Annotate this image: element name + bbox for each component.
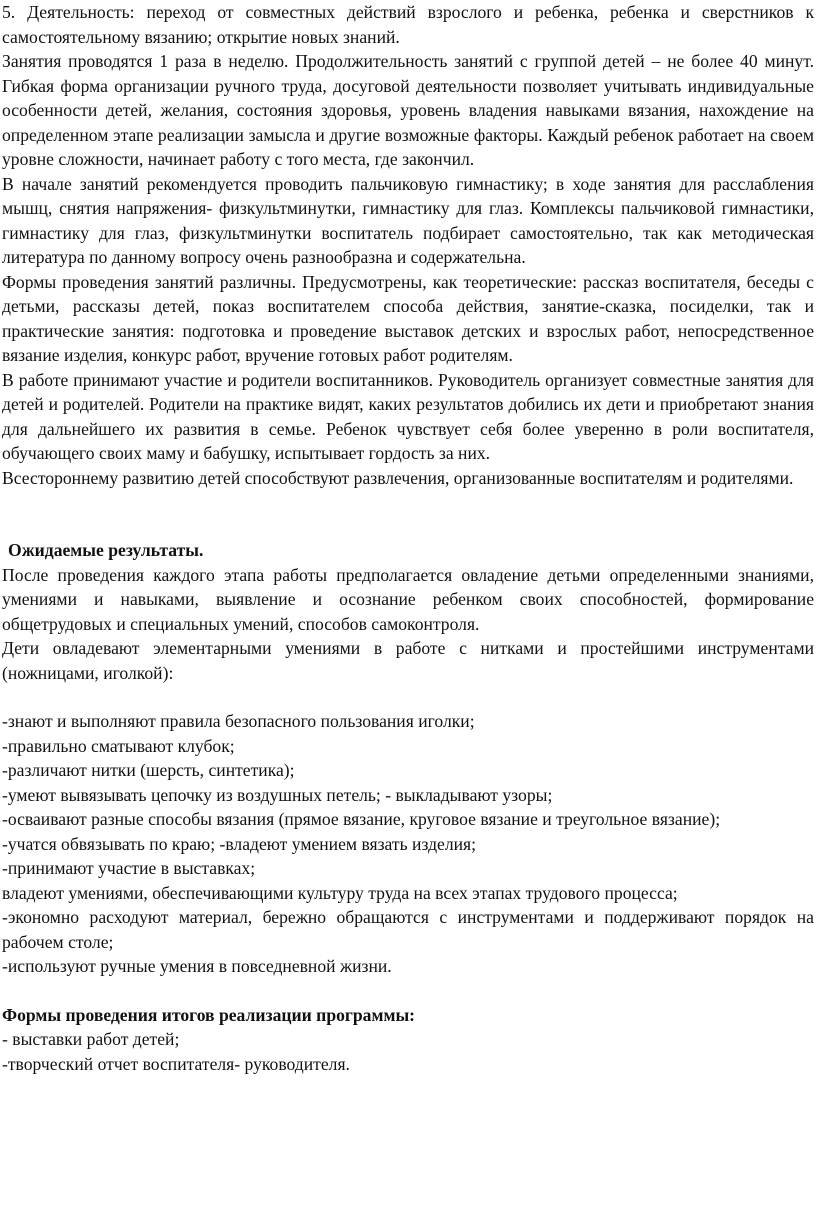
list-item: -экономно расходуют материал, бережно обращаются с инструментами и поддерживают порядок на рабочем столе; (2, 907, 814, 952)
expected-paragraph-skills: Дети овладевают элементарными умениями в работе с нитками и простейшими инструментами (ножницами, иголкой): (2, 638, 814, 683)
expected-paragraph-intro: После проведения каждого этапа работы предполагается овладение детьми определенными знаниями, умениями и навыками, выявление и осознание ребенком своих способностей, формирование общетрудовых и специальных умений, способов самоконтроля. (2, 564, 814, 634)
list-item: -принимают участие в выставках; (2, 858, 256, 878)
paragraph-gymnastics: В начале занятий рекомендуется проводить пальчиковую гимнастику; в ходе занятия для расслабления мышц, снятия напряжения- физкультминутки, гимнастику для глаз. Комплексы пальчиковой гимнастики, гимнастику для глаз, физкультминутки воспитатель подбирает самостоятельно, так как методическая литература по данному вопросу очень разнообразна и содержательна. (2, 173, 814, 267)
list-item: -умеют вывязывать цепочку из воздушных петель; - выкладывают узоры; (2, 784, 553, 805)
summary-forms-heading: Формы проведения итогов реализации программы: (2, 1004, 416, 1025)
paragraph-parents: В работе принимают участие и родители воспитанников. Руководитель организует совместные занятия для детей и родителей. Родители на практике видят, каких результатов добились их дети и приобретают знания для дальнейшего их развития в семье. Ребенок чувствует себя более уверенно в роли воспитателя, обучающего своих маму и бабушку, испытывает гордость за них. (2, 369, 814, 463)
expected-results-list (2, 709, 814, 979)
spacer (2, 685, 814, 709)
summary-forms-list (2, 1027, 814, 1076)
list-item: -различают нитки (шерсть, синтетика); (2, 760, 295, 780)
document-page (2, 0, 814, 1076)
list-item: -знают и выполняют правила безопасного пользования иголки; (2, 711, 475, 731)
list-item: -осваивают разные способы вязания (прямое вязание, круговое вязание и треугольное вязание); (2, 809, 721, 829)
paragraph-lesson-forms: Формы проведения занятий различны. Предусмотрены, как теоретические: рассказ воспитателя, беседы с детьми, рассказы детей, показ воспитателем способа действия, занятие-сказка, посиделки, так и практические занятия: подготовка и проведение выставок детских и взрослых работ, непосредственное вязание изделия, конкурс работ, вручение готовых работ родителям. (2, 271, 814, 365)
spacer (2, 979, 814, 1003)
expected-results-heading: Ожидаемые результаты. (8, 540, 204, 560)
list-item: -используют ручные умения в повседневной жизни. (2, 956, 392, 976)
list-item: -творческий отчет воспитателя- руководителя. (2, 1053, 350, 1074)
paragraph-schedule: Занятия проводятся 1 раза в неделю. Продолжительность занятий с группой детей – не более 40 минут. Гибкая форма организации ручного труда, досуговой деятельности позволяет учитывать индивидуальные особенности детей, желания, состояния здоровья, уровень владения навыками вязания, нахождение на определенном этапе реализации замысла и другие возможные факторы. Каждый ребенок работает на своем уровне сложности, начинает работу с того места, где закончил. (2, 51, 814, 169)
paragraph-activity: 5. Деятельность: переход от совместных действий взрослого и ребенка, ребенка и сверстников к самостоятельному вязанию; открытие новых знаний. (2, 2, 814, 47)
list-item: -учатся обвязывать по краю; -владеют умением вязать изделия; (2, 833, 477, 854)
spacer (2, 490, 814, 538)
list-item: владеют умениями, обеспечивающими культуру труда на всех этапах трудового процесса; (2, 882, 678, 903)
list-item: - выставки работ детей; (2, 1029, 180, 1049)
list-item: -правильно сматывают клубок; (2, 735, 235, 756)
paragraph-development: Всестороннему развитию детей способствуют развлечения, организованные воспитателям и родителями. (2, 467, 794, 488)
